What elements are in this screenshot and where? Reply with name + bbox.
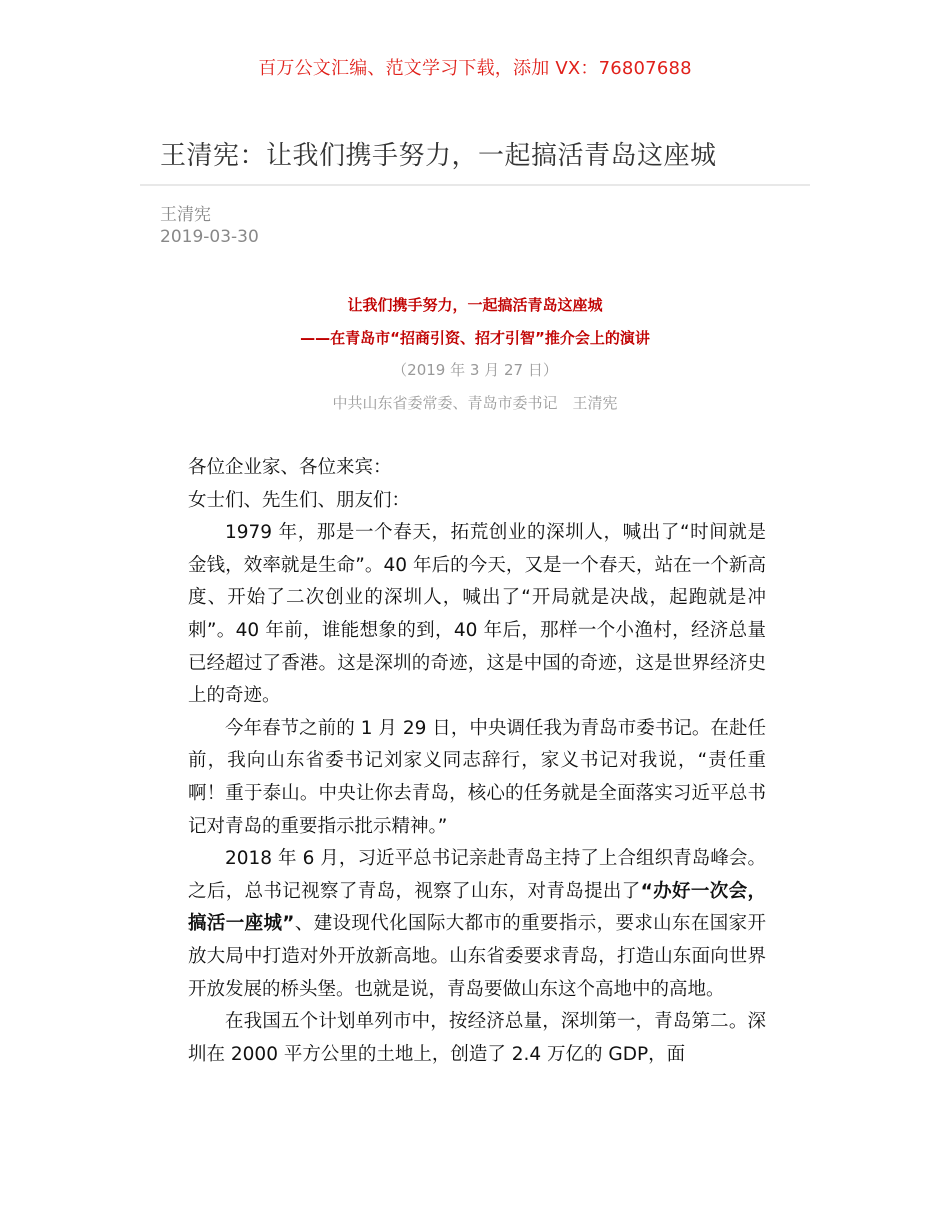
body-paragraph: 1979 年，那是一个春天，拓荒创业的深圳人，喊出了“时间就是金钱，效率就是生命”。40 年后的今天，又是一个春天，站在一个新高度、开始了二次创业的深圳人，喊出了“开局就是决战，起跑就是冲刺”。40 年前，谁能想象的到，40 年后，那样一个小渔村，经济总量已经超过了香港。这是深圳的奇迹，这是中国的奇迹，这是世界经济史上的奇迹。 [188,522,766,707]
article-meta [160,204,259,248]
paragraph-text: 2018 年 6 月，习近平总书记亲赴青岛主持了上合组织青岛峰会。之后，总书记视察了青岛，视察了山东，对青岛提出了 [188,848,766,902]
speech-speaker: 中共山东省委常委、青岛市委书记 王清宪 [332,394,618,412]
body-paragraph: 在我国五个计划单列市中，按经济总量，深圳第一，青岛第二。深圳在 2000 平方公里的土地上，创造了 2.4 万亿的 GDP，面 [188,1011,766,1065]
greeting-line: 各位企业家、各位来宾： [188,457,392,478]
speech-subtitle: ——在青岛市“招商引资、招才引智”推介会上的演讲 [300,329,650,347]
body-paragraph: 今年春节之前的 1 月 29 日，中央调任我为青岛市委书记。在赴任前，我向山东省委书记刘家义同志辞行，家义书记对我说，“责任重啊！重于泰山。中央让你去青岛，核心的任务就是全面落实习近平总书记对青岛的重要指示批示精神。” [188,717,766,837]
speech-header [0,294,950,414]
speech-title: 让我们携手努力，一起搞活青岛这座城 [347,296,603,314]
article-title: 王清宪：让我们携手努力，一起搞活青岛这座城 [160,141,717,171]
emphasized-quote: “办好一次会，搞活一座城” [188,880,766,935]
title-divider [140,184,810,186]
promo-banner: 百万公文汇编、范文学习下载，添加 VX：76807688 [258,58,692,79]
body-paragraph [188,843,766,1006]
speech-date: （2019 年 3 月 27 日） [392,361,558,379]
paragraph-text: 、建设现代化国际大都市的重要指示，要求山东在国家开放大局中打造对外开放新高地。山东省委要求青岛，打造山东面向世界开放发展的桥头堡。也就是说，青岛要做山东这个高地中的高地。 [188,913,766,1000]
greeting-line: 女士们、先生们、朋友们： [188,489,411,511]
article-body [188,452,766,1071]
article-date: 2019-03-30 [160,227,259,247]
article-author: 王清宪 [160,205,211,225]
